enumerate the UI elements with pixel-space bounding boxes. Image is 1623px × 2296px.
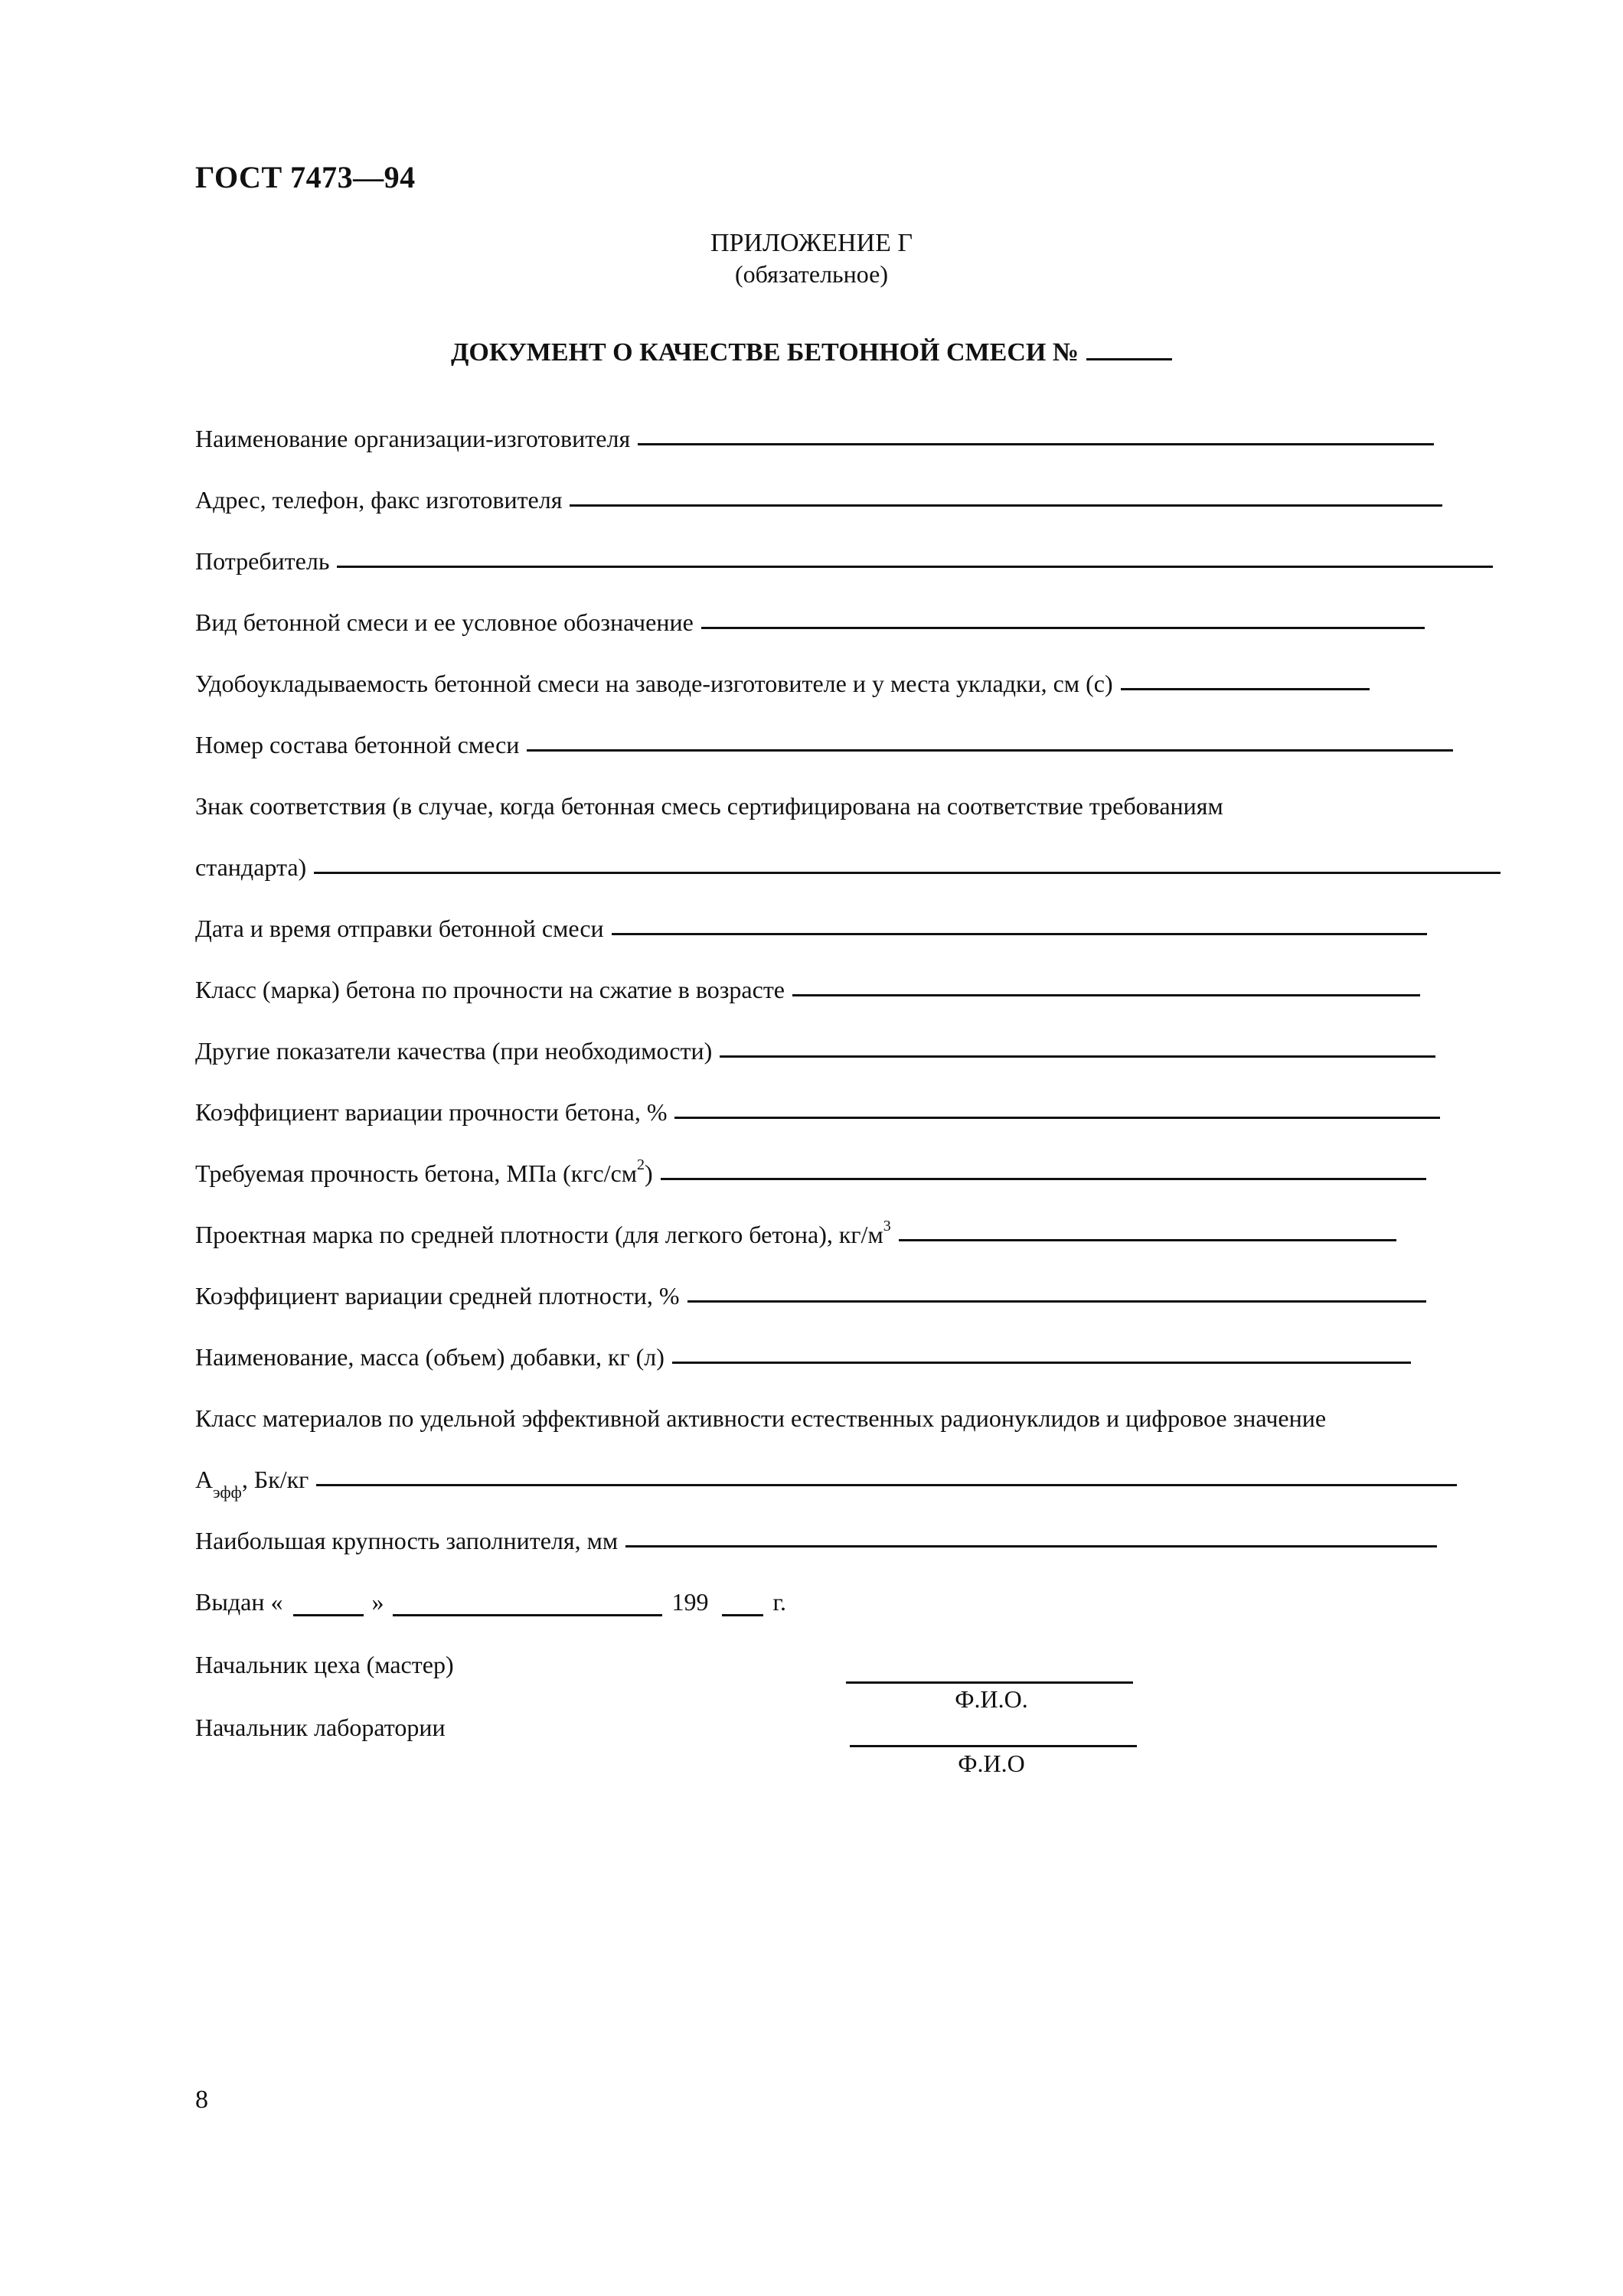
- field-label: Класс (марка) бетона по прочности на сжатие в возрасте: [195, 976, 785, 1003]
- field-label: Коэффициент вариации средней плотности, %: [195, 1282, 680, 1309]
- field-label: Наибольшая крупность заполнителя, мм: [195, 1527, 619, 1554]
- field-label: стандарта): [195, 853, 307, 881]
- issued-day-blank[interactable]: [293, 1596, 364, 1616]
- fill-line[interactable]: [527, 742, 1453, 752]
- superscript-2: 2: [637, 1156, 645, 1174]
- page-number: 8: [195, 2086, 208, 2114]
- signature-fio-shop: Ф.И.О.: [955, 1685, 1028, 1713]
- field-label: [195, 1218, 891, 1249]
- field-density-variation: [195, 1277, 1426, 1310]
- fill-line[interactable]: [570, 497, 1442, 507]
- field-conformity-mark: [195, 787, 1223, 820]
- signature-lab-head: [195, 1708, 446, 1742]
- appendix-title: ПРИЛОЖЕНИЕ Г: [710, 229, 913, 257]
- superscript-3: 3: [883, 1218, 891, 1235]
- fill-line[interactable]: [337, 558, 1493, 568]
- fill-line[interactable]: [674, 1109, 1440, 1119]
- field-label: Удобоукладываемость бетонной смеси на заводе-изготовителе и у места укладки, см (с): [195, 670, 1113, 697]
- a-eff-main: А: [195, 1466, 214, 1493]
- field-conformity-mark-cont: [195, 848, 1501, 882]
- signature-line-shop[interactable]: [846, 1681, 1133, 1684]
- field-radionuclide-class: [195, 1399, 1326, 1433]
- field-density-grade: [195, 1215, 1396, 1249]
- field-label-end: ): [645, 1159, 653, 1187]
- field-label: Наименование, масса (объем) добавки, кг (л): [195, 1343, 665, 1371]
- a-eff-unit: , Бк/кг: [241, 1466, 309, 1493]
- field-strength-class: [195, 970, 1420, 1004]
- field-label: Другие показатели качества (при необходимости): [195, 1037, 713, 1065]
- field-required-strength: [195, 1154, 1426, 1188]
- field-mix-type: [195, 603, 1425, 637]
- signature-label: Начальник цеха (мастер): [195, 1651, 454, 1678]
- field-label: Адрес, телефон, факс изготовителя: [195, 486, 563, 514]
- issued-quote-close: »: [371, 1588, 384, 1616]
- appendix-note: (обязательное): [735, 260, 888, 288]
- fill-line[interactable]: [1121, 680, 1370, 690]
- fill-line[interactable]: [316, 1476, 1457, 1486]
- field-label: Коэффициент вариации прочности бетона, %: [195, 1098, 668, 1126]
- field-a-eff: [195, 1460, 1457, 1502]
- document-title-text: ДОКУМЕНТ О КАЧЕСТВЕ БЕТОННОЙ СМЕСИ №: [451, 338, 1079, 367]
- field-label: Дата и время отправки бетонной смеси: [195, 915, 604, 942]
- field-label: Номер состава бетонной смеси: [195, 731, 520, 758]
- field-label: Потребитель: [195, 547, 330, 575]
- document-title: [0, 337, 1623, 367]
- field-label-text: Проектная марка по средней плотности (для легкого бетона), кг/м: [195, 1221, 883, 1248]
- fill-line[interactable]: [672, 1354, 1411, 1364]
- field-strength-variation: [195, 1093, 1440, 1127]
- fill-line[interactable]: [625, 1538, 1437, 1548]
- fill-line[interactable]: [701, 619, 1425, 629]
- field-additive: [195, 1338, 1411, 1371]
- field-label: [195, 1466, 309, 1502]
- field-max-aggregate: [195, 1521, 1437, 1555]
- field-manufacturer-name: [195, 419, 1434, 453]
- document-number-blank[interactable]: [1086, 337, 1172, 360]
- fill-line[interactable]: [612, 925, 1427, 935]
- issued-year-blank[interactable]: [722, 1596, 763, 1616]
- field-manufacturer-contacts: [195, 481, 1442, 514]
- field-label-text: Требуемая прочность бетона, МПа (кгс/см: [195, 1159, 638, 1187]
- signature-fio-lab: Ф.И.О: [958, 1750, 1025, 1777]
- field-label: Вид бетонной смеси и ее условное обозначение: [195, 608, 694, 636]
- issued-line: [195, 1583, 786, 1616]
- appendix-heading: [0, 228, 1623, 289]
- field-label: [195, 1156, 653, 1188]
- field-other-indicators: [195, 1032, 1435, 1065]
- fill-line[interactable]: [792, 987, 1420, 996]
- signature-label: Начальник лаборатории: [195, 1714, 446, 1741]
- standard-header: ГОСТ 7473—94: [195, 160, 416, 194]
- fill-line[interactable]: [687, 1293, 1426, 1303]
- signature-shop-head: [195, 1645, 454, 1679]
- field-consumer: [195, 542, 1493, 576]
- field-label: Знак соответствия (в случае, когда бетонная смесь сертифицирована на соответствие требованиям: [195, 792, 1223, 820]
- signature-line-lab[interactable]: [850, 1745, 1137, 1747]
- fill-line[interactable]: [720, 1048, 1435, 1058]
- a-eff-subscript: эфф: [213, 1482, 242, 1502]
- field-workability: [195, 664, 1370, 698]
- field-dispatch-datetime: [195, 909, 1427, 943]
- fill-line[interactable]: [638, 435, 1434, 445]
- issued-year: 199: [671, 1588, 709, 1616]
- field-label: Наименование организации-изготовителя: [195, 425, 631, 452]
- fill-line[interactable]: [899, 1231, 1396, 1241]
- fill-line[interactable]: [314, 864, 1501, 874]
- issued-g: г.: [772, 1588, 786, 1616]
- fill-line[interactable]: [661, 1170, 1426, 1180]
- field-composition-number: [195, 726, 1453, 759]
- issued-month-blank[interactable]: [393, 1596, 662, 1616]
- issued-label: Выдан «: [195, 1588, 283, 1616]
- field-label: Класс материалов по удельной эффективной активности естественных радионуклидов и цифровое значение: [195, 1404, 1327, 1432]
